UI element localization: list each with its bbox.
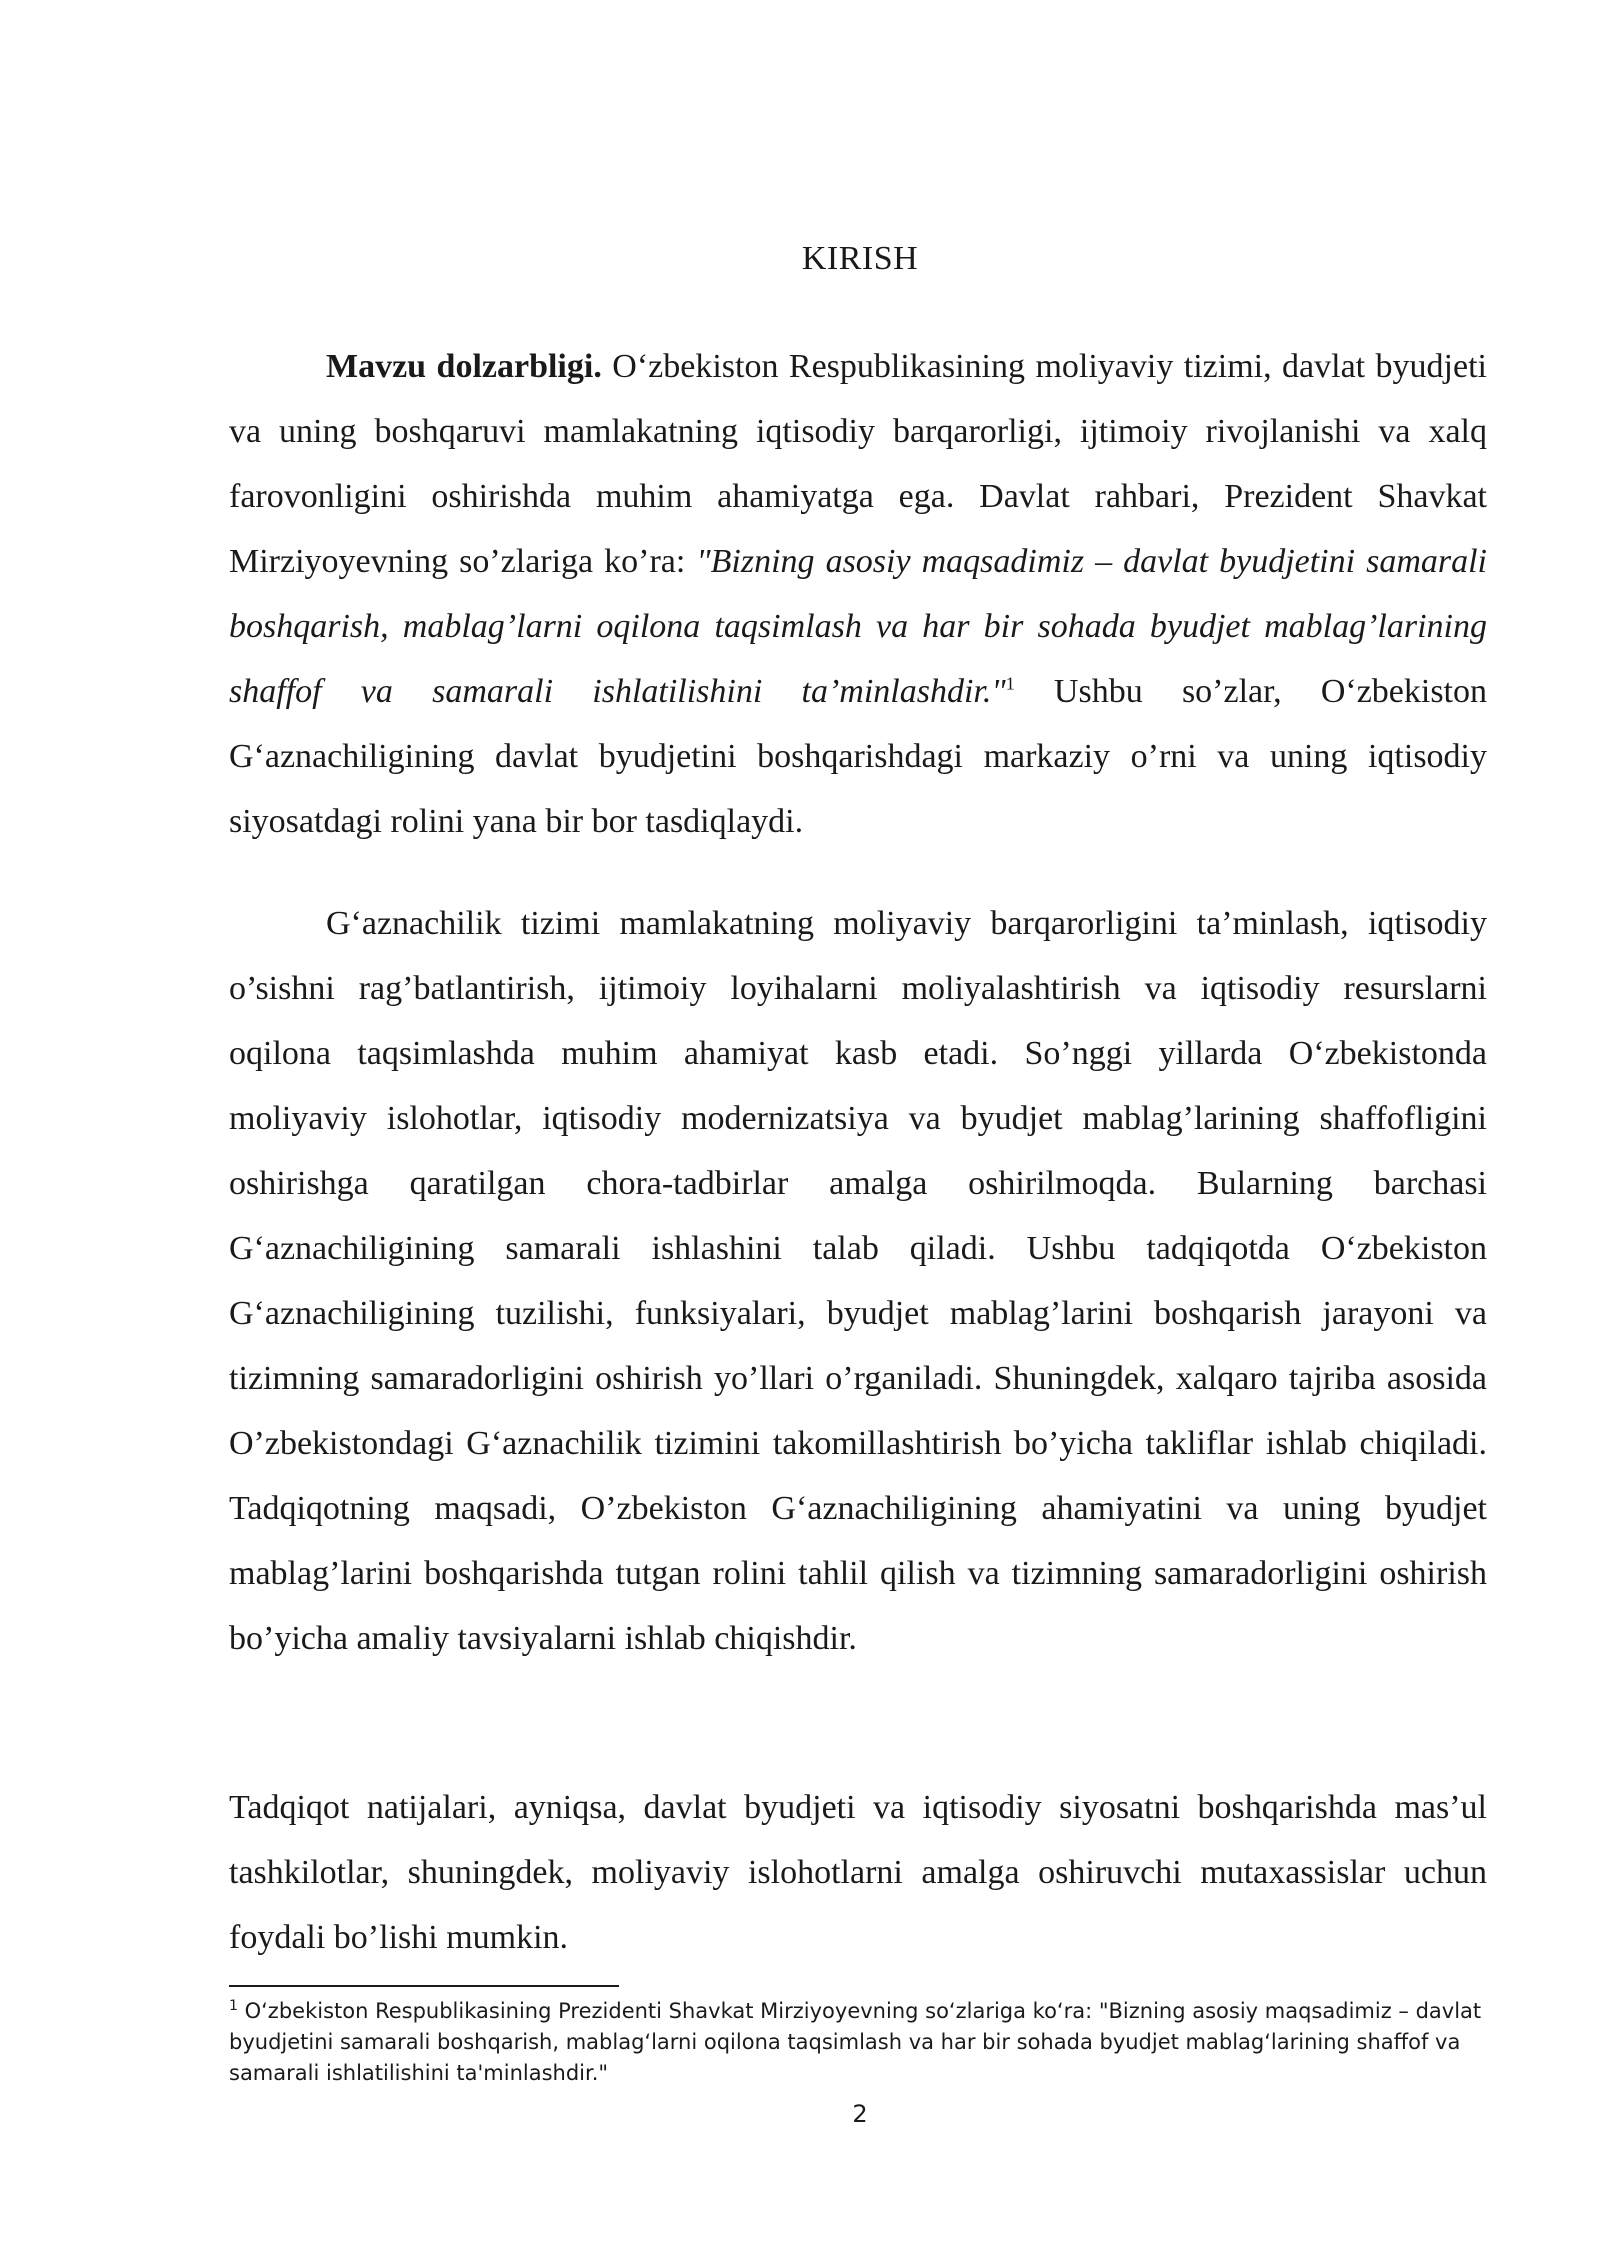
paragraph-text: O‘zbekiston Respublikasining moliyaviy tizimi, davlat byudjeti va uning boshqaruvi mamlakatning iqtisodiy barqarorligi, ijtimoiy rivojlanishi va xalq farovonligini oshirishda muhim ahamiyatga ega. Davlat rahbari, Prezident Shavkat Mirziyoyevning so’zlariga ko’ra:: [229, 348, 1487, 580]
page-number: 2: [852, 2100, 868, 2128]
paragraph-text: Ushbu so’zlar, O‘zbekiston G‘aznachiligining davlat byudjetini boshqarishdagi markaziy o’rni va uning iqtisodiy siyosatdagi rolini yana bir bor tasdiqlaydi.: [229, 673, 1487, 840]
president-quote: "Bizning asosiy maqsadimiz – davlat byudjetini samarali boshqarish, mablag’larni oqilona taqsimlash va har bir sohada byudjet mablag’larining shaffof va samarali ishlatilishini ta’minlashdir.": [229, 543, 1488, 710]
paragraph-text: Tadqiqot natijalari, ayniqsa, davlat byudjeti va iqtisodiy siyosatni boshqarishda mas’ul tashkilotlar, shuningdek, moliyaviy islohotlarni amalga oshiruvchi mutaxassislar uchun foydali bo’lishi mumkin.: [229, 1789, 1487, 1956]
paragraph-relevance: [229, 334, 1487, 854]
section-heading: KIRISH: [801, 240, 919, 277]
paragraph-text: G‘aznachilik tizimi mamlakatning moliyaviy barqarorligini ta’minlash, iqtisodiy o’sishni rag’batlantirish, ijtimoiy loyihalarni moliyalashtirish va iqtisodiy resurslarni oqilona taqsimlashda muhim ahamiyat kasb etadi. So’nggi yillarda O‘zbekistonda moliyaviy islohotlar, iqtisodiy modernizatsiya va byudjet mablag’larining shaffofligini oshirishga qaratilgan chora-tadbirlar amalga oshirilmoqda. Bularning barchasi G‘aznachiligining samarali ishlashini talab qiladi. Ushbu tadqiqotda O‘zbekiston G‘aznachiligining tuzilishi, funksiyalari, byudjet mablag’larini boshqarish jarayoni va tizimning samaradorligini oshirish yo’llari o’rganiladi. Shuningdek, xalqaro tajriba asosida O’zbekistondagi G‘aznachilik tizimini takomillashtirish bo’yicha takliflar ishlab chiqiladi. Tadqiqotning maqsadi, O’zbekiston G‘aznachiligining ahamiyatini va uning byudjet mablag’larini boshqarishda tutgan rolini tahlil qilish va tizimning samaradorligini oshirish bo’yicha amaliy tavsiyalarni ishlab chiqishdir.: [229, 905, 1487, 1657]
footnote-text: O‘zbekiston Respublikasining Prezidenti Shavkat Mirziyoyevning so‘zlariga ko‘ra: "Bizning asosiy maqsadimiz – davlat byudjetini samarali boshqarish, mablag‘larni oqilona taqsimlash va har bir sohada byudjet mablag‘larining shaffof va samarali ishlatilishini ta'minlashdir.": [229, 1999, 1482, 2085]
paragraph-research-results: [229, 1775, 1487, 1970]
footnote: [229, 1996, 1487, 2089]
paragraph-treasury-system: [229, 891, 1487, 1671]
footnote-marker: 1: [229, 1998, 238, 2014]
footnote-reference[interactable]: 1: [1005, 673, 1015, 694]
footnote-separator: [229, 1985, 619, 1987]
relevance-lead: Mavzu dolzarbligi.: [326, 348, 602, 385]
